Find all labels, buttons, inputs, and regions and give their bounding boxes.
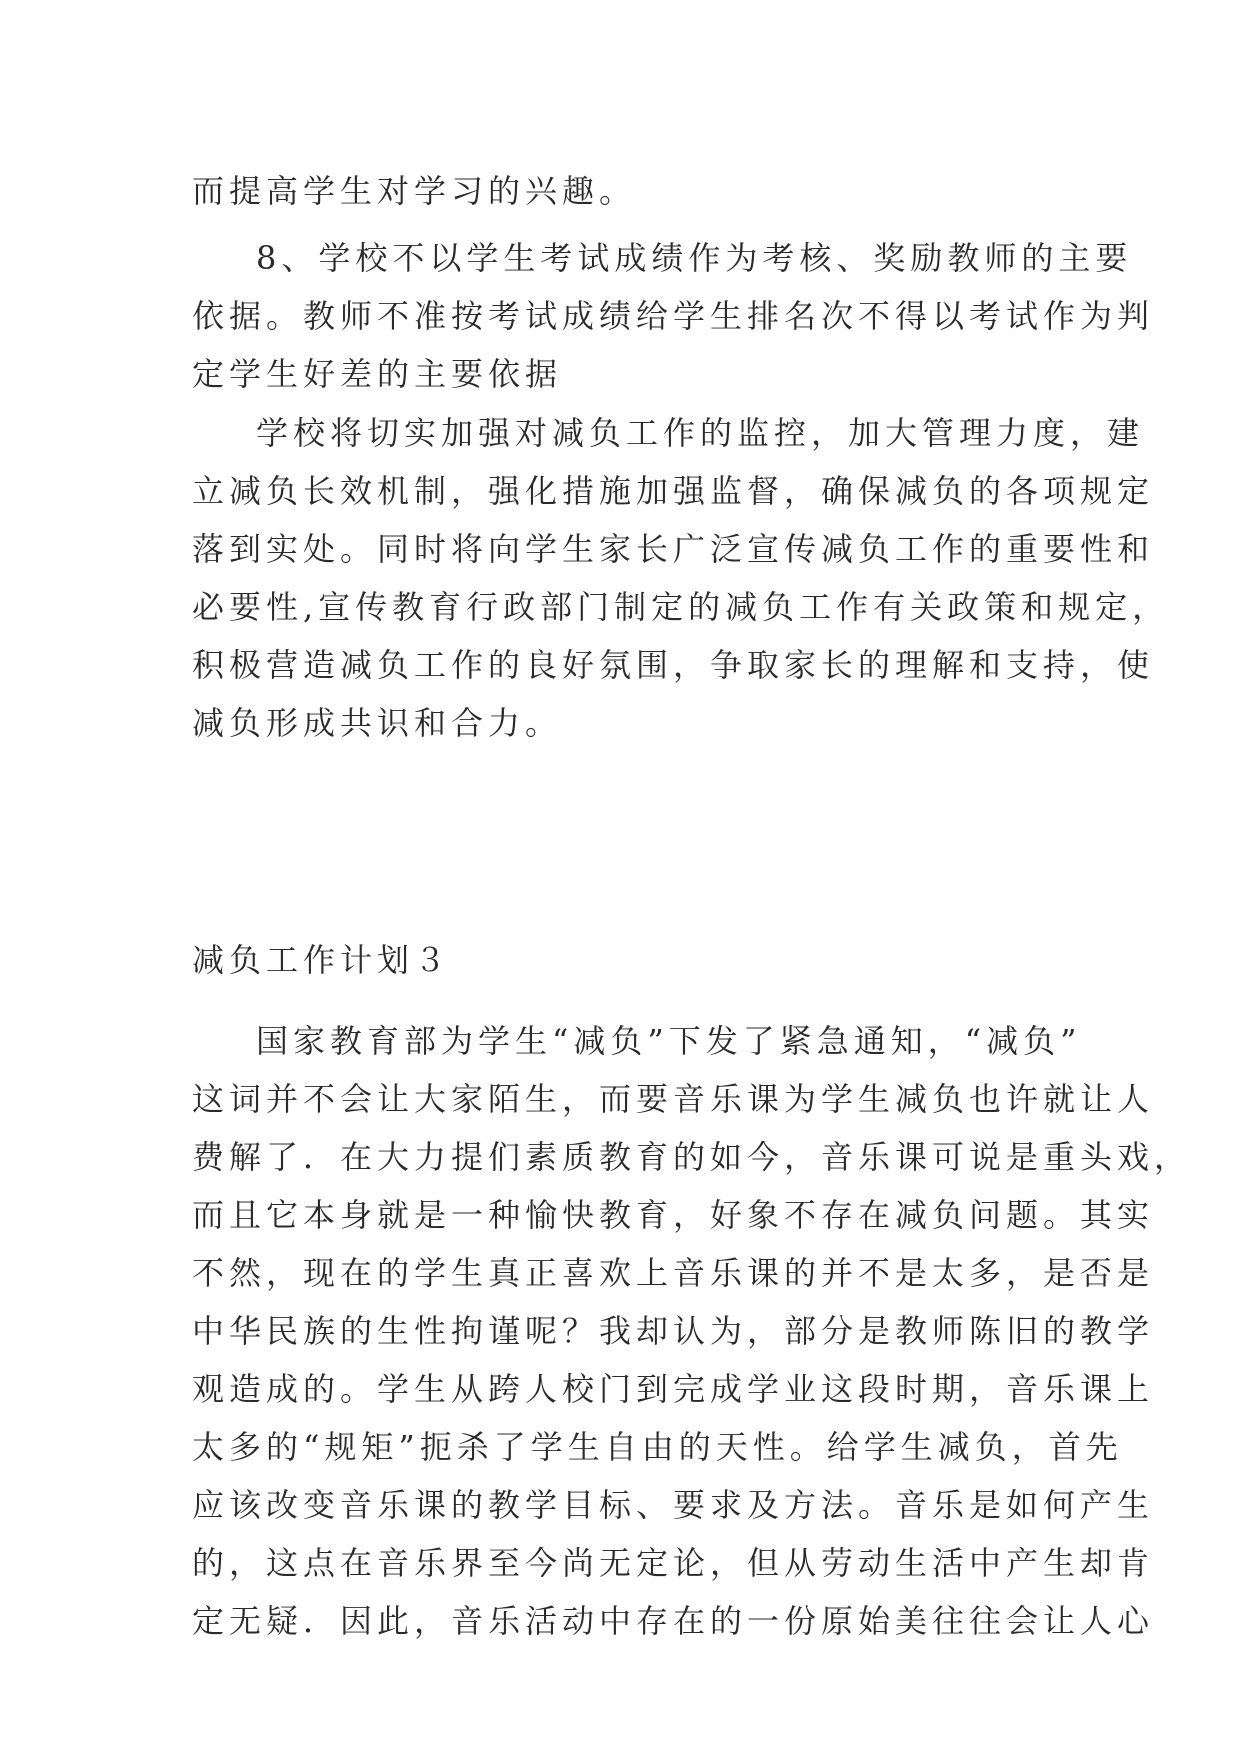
item-8-paragraph [192, 229, 1155, 403]
text-line: 依据。教师不准按考试成绩给学生排名次不得以考试作为判 [192, 297, 1155, 335]
text-line: 学校将切实加强对减负工作的监控，加大管理力度，建 [256, 414, 1145, 452]
text-line: 必要性,宣传教育行政部门制定的减负工作有关政策和规定， [192, 588, 1170, 626]
text-line: 减负形成共识和合力。 [192, 704, 563, 742]
paragraph-continuation [192, 162, 1056, 220]
text-line: 落到实处。同时将向学生家长广泛宣传减负工作的重要性和 [192, 530, 1155, 568]
section-heading-text: 减负工作计划３ [192, 941, 452, 979]
text-line: 8、学校不以学生考试成绩作为考核、奖励教师的主要 [256, 239, 1133, 277]
text-line: 观造成的。学生从跨人校门到完成学业这段时期，音乐课上 [192, 1370, 1155, 1408]
closing-paragraph [192, 404, 1170, 752]
text-line: 立减负长效机制，强化措施加强监督，确保减负的各项规定 [192, 472, 1155, 510]
text-line: 应该改变音乐课的教学目标、要求及方法。音乐是如何产生 [192, 1486, 1155, 1524]
text-line: 中华民族的生性拘谨呢？我却认为，部分是教师陈旧的教学 [192, 1312, 1155, 1350]
text-line: 国家教育部为学生“减负”下发了紧急通知，“减负” [256, 1022, 1082, 1060]
text-line: 太多的“规矩”扼杀了学生自由的天性。给学生减负，首先 [192, 1428, 1123, 1466]
text-line: 积极营造减负工作的良好氛围，争取家长的理解和支持，使 [192, 646, 1155, 684]
section-heading [192, 931, 1056, 989]
text-line: 不然，现在的学生真正喜欢上音乐课的并不是太多，是否是 [192, 1254, 1155, 1292]
text-line: 定学生好差的主要依据 [192, 355, 563, 393]
text-line: 这词并不会让大家陌生，而要音乐课为学生减负也许就让人 [192, 1080, 1155, 1118]
text-line: 定无疑．因此，音乐活动中存在的一份原始美往往会让人心 [192, 1602, 1155, 1640]
section-body-paragraph [192, 1012, 1192, 1650]
text-line: 而且它本身就是一种愉快教育，好象不存在减负问题。其实 [192, 1196, 1155, 1234]
text-line: 费解了．在大力提们素质教育的如今，音乐课可说是重头戏， [192, 1138, 1192, 1176]
text-line: 而提高学生对学习的兴趣。 [192, 172, 637, 210]
text-line: 的，这点在音乐界至今尚无定论，但从劳动生活中产生却肯 [192, 1544, 1155, 1582]
